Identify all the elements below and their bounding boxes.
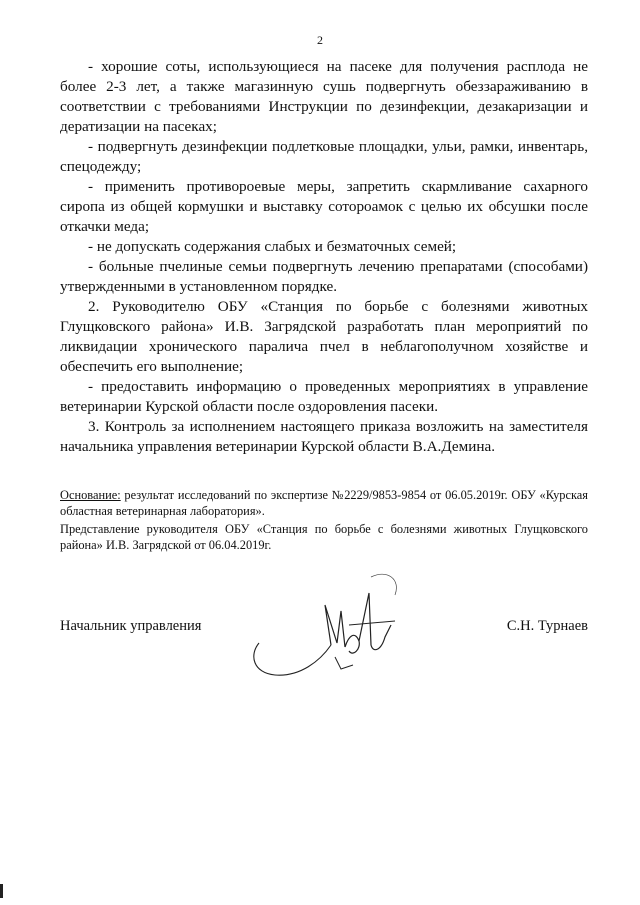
basis-block: [60, 487, 588, 555]
page-number: 2: [317, 33, 323, 47]
paragraph-disinfection: - подвергнуть дезинфекции подлетковые площадки, ульи, рамки, инвентарь, спецодежду;: [60, 138, 588, 175]
paragraph-honeycomb: - хорошие соты, использующиеся на пасеке для получения расплода не более 2-3 лет, а также магазинную сушь подвергнуть обеззараживанию в соответствии с требованиями Инструкции по дезинфекции, дезакаризации и дератизации на пасеках;: [60, 58, 588, 135]
paragraph-swarming-measures: - применить противороевые меры, запретить скармливание сахарного сиропа из общей кормушки и выставку сотороамок с целью их обсушки после откачки меда;: [60, 178, 588, 235]
paragraph-item-3: 3. Контроль за исполнением настоящего приказа возложить на заместителя начальника управления ветеринарии Курской области В.А.Демина.: [60, 418, 588, 455]
representation-line: Представление руководителя ОБУ «Станция по борьбе с болезнями животных Глущковского района» И.В. Загрядской от 06.04.2019г.: [60, 522, 588, 552]
basis-label: Основание:: [60, 488, 121, 502]
signer-title: Начальник управления: [60, 618, 202, 634]
signer-name: С.Н. Турнаев: [506, 618, 588, 634]
paragraph-report: - предоставить информацию о проведенных мероприятиях в управление ветеринарии Курской области после оздоровления пасеки.: [60, 378, 588, 415]
basis-line: [60, 487, 588, 519]
paragraph-treatment: - больные пчелиные семьи подвергнуть лечению препаратами (способами) утвержденными в установленном порядке.: [60, 258, 588, 295]
basis-text: результат исследований по экспертизе №2229/9853-9854 от 06.05.2019г. ОБУ «Курская областная ветеринарная лаборатория».: [60, 488, 588, 518]
scan-edge-mark: [0, 884, 3, 898]
order-body: [60, 57, 588, 457]
paragraph-item-2: 2. Руководителю ОБУ «Станция по борьбе с болезнями животных Глущковского района» И.В. Загрядской разработать план мероприятий по ликвидации хронического паралича пчел в неблагополучном хозяйстве и обеспечить его выполнение;: [60, 298, 588, 375]
handwritten-signature: [245, 565, 405, 695]
paragraph-weak-colonies: - не допускать содержания слабых и безматочных семей;: [88, 238, 457, 255]
